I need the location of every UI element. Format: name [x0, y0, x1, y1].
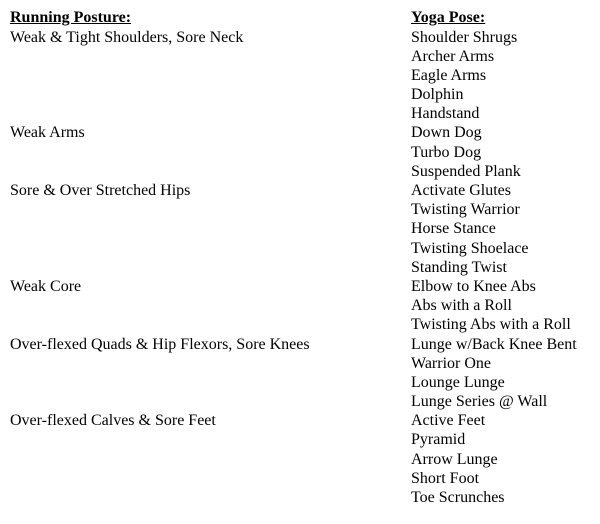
pose-item: Handstand: [411, 105, 480, 123]
posture-item: Over-flexed Calves & Sore Feet: [10, 412, 216, 430]
pose-item: Lunge Series @ Wall: [411, 393, 548, 411]
pose-item: Lunge w/Back Knee Bent: [411, 335, 577, 353]
pose-item: Lounge Lunge: [411, 373, 505, 391]
pose-item: Activate Glutes: [411, 182, 511, 199]
pose-item: Elbow to Knee Abs: [411, 277, 536, 295]
pose-item: Toe Scrunches: [411, 489, 505, 506]
pose-item: Dolphin: [411, 86, 464, 104]
pose-item: Twisting Warrior: [411, 201, 520, 219]
pose-item: Short Foot: [411, 469, 480, 487]
pose-item: Shoulder Shrugs: [411, 28, 518, 46]
yoga-pose-column: [411, 28, 596, 508]
posture-item: Weak Arms: [10, 124, 85, 142]
pose-item: Eagle Arms: [411, 66, 487, 84]
pose-item: Down Dog: [411, 124, 482, 142]
pose-item: Standing Twist: [411, 258, 507, 276]
posture-item: Over-flexed Quads & Hip Flexors, Sore Knees: [10, 335, 310, 353]
pose-item: Suspended Plank: [411, 162, 521, 180]
pose-item: Pyramid: [411, 431, 466, 449]
pose-item: Horse Stance: [411, 220, 496, 238]
posture-item: Weak & Tight Shoulders, Sore Neck: [10, 28, 244, 46]
pose-item: Twisting Shoelace: [411, 239, 529, 257]
pose-item: Warrior One: [411, 354, 492, 372]
pose-item: Archer Arms: [411, 47, 495, 65]
posture-item: Weak Core: [10, 278, 82, 296]
running-posture-header: Running Posture:: [10, 9, 132, 26]
pose-item: Turbo Dog: [411, 143, 482, 161]
running-posture-column: [10, 28, 400, 431]
yoga-pose-header: Yoga Pose:: [411, 9, 486, 26]
pose-item: Twisting Abs with a Roll: [411, 316, 571, 334]
posture-item: Sore & Over Stretched Hips: [10, 182, 191, 200]
pose-item: Active Feet: [411, 412, 486, 430]
pose-item: Arrow Lunge: [411, 450, 498, 468]
pose-item: Abs with a Roll: [411, 297, 512, 315]
